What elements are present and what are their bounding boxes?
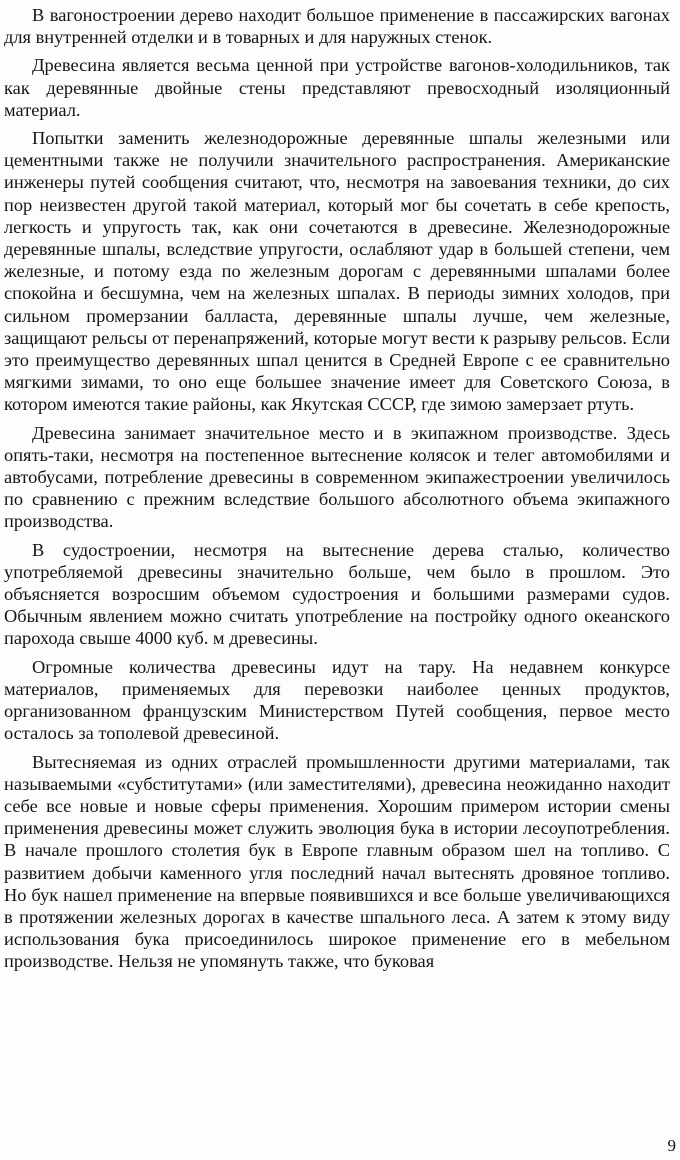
- paragraph-beech-history: Вытесняемая из одних отраслей промышленности другими материалами, так называемыми «субститутами» (или заместителями), древесина неожиданно находит себе все новые и новые сферы применения. Хорошим примером истории смены применения древесины может служить эволюция бука в истории лесоупотребления. В начале прошлого столетия бук в Европе главным образом шел на топливо. С развитием добычи каменного угля последний начал вытеснять дровяное топливо. Но бук нашел применение на впервые появившихся и все больше увеличивающихся в протяжении железных дорогах в качестве шпального леса. А затем к этому виду использования бука присоединилось широкое применение его в мебельном производстве. Нельзя не упомянуть также, что буковая: [4, 751, 670, 972]
- paragraph-railway-sleepers: Попытки заменить железнодорожные деревянные шпалы железными или цементными также не получили значительного распространения. Американские инженеры путей сообщения считают, что, несмотря на завоевания техники, до сих пор неизвестен другой такой материал, который мог бы сочетать в себе крепость, легкость и упругость так, как они сочетаются в древесине. Железнодорожные деревянные шпалы, вследствие упругости, ослабляют удар в большей степени, чем железные, и потому езда по железным дорогам с деревянными шпалами более спокойна и бесшумна, чем на железных шпалах. В периоды зимних холодов, при сильном промерзании балласта, деревянные шпалы лучше, чем железные, защищают рельсы от перенапряжений, которые могут вести к разрыву рельсов. Если это преимущество деревянных шпал ценится в Средней Европе с ее сравнительно мягкими зимами, то оно еще большее значение имеет для Советского Союза, в котором имеются такие районы, как Якутская СССР, где зимою замерзает ртуть.: [4, 128, 670, 415]
- paragraph-shipbuilding: В судостроении, несмотря на вытеснение дерева сталью, количество употребляемой древесины значительно больше, чем было в прошлом. Это объясняется возросшим объемом судостроения и большими размерами судов. Обычным явлением можно считать употребление на постройку одного океанского парохода свыше 4000 куб. м древесины.: [4, 539, 670, 649]
- paragraph-railcar-building: В вагоностроении дерево находит большое применение в пассажирских вагонах для внутренней отделки и в товарных и для наружных стенок.: [4, 5, 670, 48]
- paragraph-refrigerator-cars: Древесина является весьма ценной при устройстве вагонов-холодильников, так как деревянные двойные стены представляют превосходный изоляционный материал.: [4, 55, 670, 120]
- paragraph-carriage-production: Древесина занимает значительное место и в экипажном производстве. Здесь опять-таки, несмотря на постепенное вытеснение колясок и телег автомобилями и автобусами, потребление древесины в современном экипажестроении увеличилось по сравнению с прежним вследствие большого абсолютного объема экипажного производства.: [4, 422, 670, 532]
- body-text: [4, 4, 670, 979]
- page-number: 9: [667, 1136, 676, 1155]
- paragraph-packaging: Огромные количества древесины идут на тару. На недавнем конкурсе материалов, применяемых для перевозки наиболее ценных продуктов, организованном французским Министерством Путей сообщения, первое место осталось за тополевой древесиной.: [4, 656, 670, 744]
